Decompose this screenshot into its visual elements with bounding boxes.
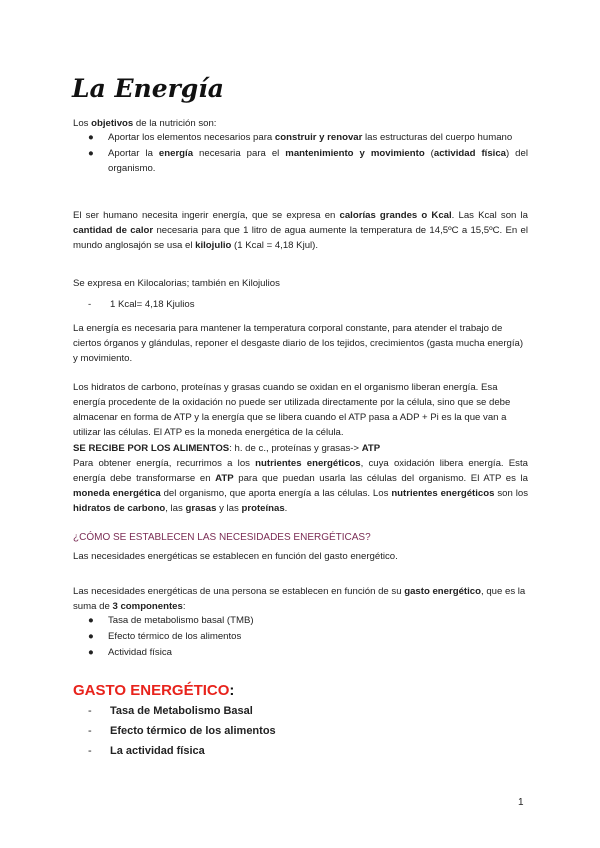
list-item: ● Aportar la energía necesaria para el mantenimiento y movimiento (actividad física) del organismo.: [88, 148, 528, 174]
objectives-list: [88, 130, 528, 177]
bullet-icon: ●: [88, 615, 94, 626]
dash-icon: -: [88, 725, 92, 737]
list-item: ● Efecto térmico de los alimentos: [88, 631, 242, 642]
paragraph-alimentos: SE RECIBE POR LOS ALIMENTOS: h. de c., proteínas y grasas-> ATP: [73, 443, 381, 454]
bullet-icon: ●: [88, 647, 94, 658]
bullet-icon: ●: [88, 148, 94, 159]
list-item: - Efecto térmico de los alimentos: [88, 721, 276, 741]
section-heading: GASTO ENERGÉTICO:: [73, 682, 235, 699]
paragraph-kcal: El ser humano necesita ingerir energía, que se expresa en calorías grandes o Kcal. Las Kcal son la cantidad de calor necesaria para que 1 litro de agua aumente la temperatura de 14,5ºC a 15,5ºC. En el mundo anglosajón se usa el kilojulio (1 Kcal = 4,18 Kjul).: [73, 210, 529, 251]
bullet-icon: ●: [88, 132, 94, 143]
list-item: - 1 Kcal= 4,18 Kjulios: [88, 299, 195, 310]
paragraph-components: Las necesidades energéticas de una persona se establecen en función de su gasto energético, que es la suma de 3 componentes:: [73, 586, 526, 612]
list-item: ● Aportar los elementos necesarios para construir y renovar las estructuras del cuerpo humano: [88, 132, 513, 143]
objectives-intro: Los objetivos de la nutrición son:: [73, 118, 217, 129]
page-number: 1: [518, 797, 524, 808]
section-question: ¿CÓMO SE ESTABLECEN LAS NECESIDADES ENERGÉTICAS?: [73, 532, 371, 543]
list-item: - Tasa de Metabolismo Basal: [88, 701, 276, 721]
bullet-icon: ●: [88, 631, 94, 642]
list-item: - La actividad física: [88, 741, 276, 761]
gasto-list: [88, 701, 276, 761]
paragraph-nutrientes: Para obtener energía, recurrimos a los nutrientes energéticos, cuya oxidación libera energía. Esta energía debe transformarse en ATP para que puedan usarla las células del organismo. El ATP es la moneda energética del organismo, que aporta energía a las células. Los nutrientes energéticos son los hidratos de carbono, las grasas y las proteínas.: [73, 458, 528, 514]
list-item: ● Tasa de metabolismo basal (TMB): [88, 615, 254, 626]
dash-icon: -: [88, 299, 92, 310]
paragraph-gasto: Las necesidades energéticas se establecen en función del gasto energético.: [73, 551, 398, 562]
conversion-list: [88, 297, 195, 312]
components-list: [88, 613, 528, 661]
dash-icon: -: [88, 745, 92, 757]
paragraph-atp: Los hidratos de carbono, proteínas y grasas cuando se oxidan en el organismo liberan energía. Esa energía procedente de la oxidación no puede ser utilizada directamente por la célula, sino que se debe almacenar en forma de ATP y la energía que se libera cuando el ATP pasa a ADP + Pi es la que van a utilizar las células. El ATP es la moneda energética de la célula.: [73, 382, 511, 438]
list-item: ● Actividad física: [88, 647, 172, 658]
page-title: La Energía: [72, 74, 224, 103]
dash-icon: -: [88, 705, 92, 717]
paragraph-energy-needs: La energía es necesaria para mantener la temperatura corporal constante, para atender el trabajo de ciertos órganos y glándulas, reponer el desgaste diario de los tejidos, crecimientos (gasta mucha energía) y movimiento.: [73, 323, 524, 364]
paragraph-units: Se expresa en Kilocalorias; también en Kilojulios: [73, 278, 280, 289]
